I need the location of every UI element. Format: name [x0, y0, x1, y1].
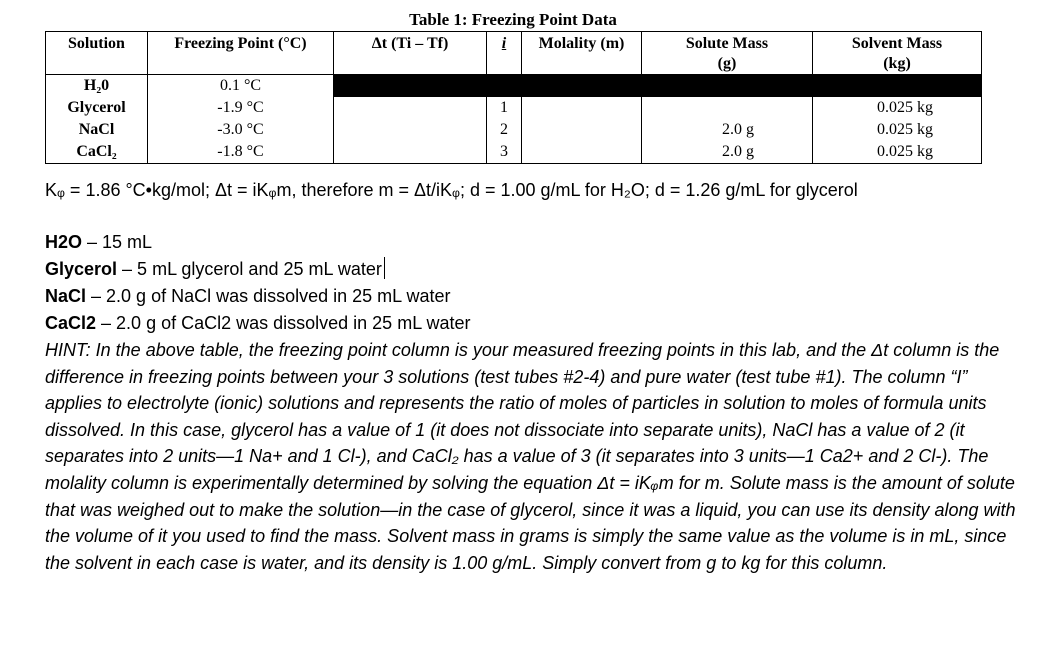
cell-solvent-mass: 0.025 kg	[813, 97, 982, 119]
cell-solvent-mass: 0.025 kg	[813, 141, 982, 164]
header-freezing-point: Freezing Point (°C)	[148, 32, 334, 75]
cell-freezing-point: 0.1 °C	[148, 75, 334, 98]
cell-i: 1	[487, 97, 522, 119]
cell-solute-mass: 2.0 g	[642, 141, 813, 164]
header-solution: Solution	[46, 32, 148, 75]
sample-line-cacl2[interactable]	[45, 310, 471, 337]
sample-line-h2o[interactable]	[45, 229, 152, 256]
header-molality: Molality (m)	[522, 32, 642, 75]
sample-label: NaCl	[45, 286, 87, 306]
cell-freezing-point: -1.8 °C	[148, 141, 334, 164]
cell-solvent-mass	[813, 75, 982, 98]
solvent-mass-line2: (kg)	[883, 55, 911, 72]
sample-text: – 5 mL glycerol and 25 mL water	[117, 259, 382, 279]
cell-molality	[522, 141, 642, 164]
header-delta-t: Δt (Ti – Tf)	[334, 32, 487, 75]
cell-delta-t	[334, 97, 487, 119]
cell-molality	[522, 97, 642, 119]
cell-solute-mass: 2.0 g	[642, 119, 813, 141]
cell-solution: CaCl₂	[46, 141, 148, 164]
sample-text: – 2.0 g of CaCl2 was dissolved in 25 mL water	[96, 313, 471, 333]
hint-paragraph[interactable]: HINT: In the above table, the freezing point column is your measured freezing points in this lab, and the Δt column is the difference in freezing points between your 3 solutions (test tubes #2-4) and pure water (test tube #1). The column “I” applies to electrolyte (ionic) solutions and represents the ratio of moles of particles in solution to moles of formula units dissolved. In this case, glycerol has a value of 1 (it does not dissociate into separate units), NaCl has a value of 2 (it separates into 2 units—1 Na+ and 1 Cl-), and CaCl₂ has a value of 3 (it separates into 3 units—1 Ca2+ and 2 Cl-). The molality column is experimentally determined by solving the equation Δt = iKᵩm for m. Solute mass is the amount of solute that was weighed out to make the solution—in the case of glycerol, since it was a liquid, you can use its density along with the volume of it you used to find the mass. Solvent mass in grams is simply the same value as the volume is in mL, since the solvent in each case is water, and its density is 1.00 g/mL. Simply convert from g to kg for this column.	[45, 340, 1016, 573]
sample-line-nacl[interactable]	[45, 283, 451, 310]
text-cursor	[384, 257, 385, 279]
solvent-mass-line1: Solvent Mass	[851, 35, 943, 52]
cell-i	[487, 75, 522, 98]
cell-i: 2	[487, 119, 522, 141]
cell-delta-t	[334, 141, 487, 164]
sample-label: CaCl2	[45, 313, 97, 333]
sample-text: – 2.0 g of NaCl was dissolved in 25 mL water	[86, 286, 451, 306]
cell-solution: NaCl	[46, 119, 148, 141]
sample-text: – 15 mL	[82, 232, 153, 252]
solute-mass-line1: Solute Mass	[685, 35, 769, 52]
freezing-point-table	[45, 9, 981, 164]
table-row	[46, 75, 982, 98]
table-row	[46, 97, 982, 119]
solute-mass-line2: (g)	[717, 55, 737, 72]
cell-solution: H₂0	[46, 75, 148, 98]
cell-solute-mass	[642, 97, 813, 119]
table-row	[46, 141, 982, 164]
cell-delta-t	[334, 119, 487, 141]
cell-delta-t	[334, 75, 487, 98]
cell-molality	[522, 119, 642, 141]
cell-freezing-point: -1.9 °C	[148, 97, 334, 119]
sample-line-glycerol[interactable]	[45, 256, 385, 283]
header-solvent-mass	[813, 32, 982, 75]
cell-i: 3	[487, 141, 522, 164]
header-solute-mass	[642, 32, 813, 75]
cell-molality	[522, 75, 642, 98]
cell-solute-mass	[642, 75, 813, 98]
table-row	[46, 119, 982, 141]
cell-freezing-point: -3.0 °C	[148, 119, 334, 141]
header-row	[46, 32, 982, 75]
cell-solvent-mass: 0.025 kg	[813, 119, 982, 141]
cell-solution: Glycerol	[46, 97, 148, 119]
sample-label: H2O	[45, 232, 83, 252]
formula-line: Kᵩ = 1.86 °C•kg/mol; Δt = iKᵩm, therefore m = Δt/iKᵩ; d = 1.00 g/mL for H₂O; d = 1.26 g/mL for glycerol	[45, 180, 858, 200]
header-i: i	[487, 32, 522, 75]
sample-label: Glycerol	[45, 259, 118, 279]
table-title: Table 1: Freezing Point Data	[409, 10, 617, 29]
data-table	[45, 31, 982, 164]
